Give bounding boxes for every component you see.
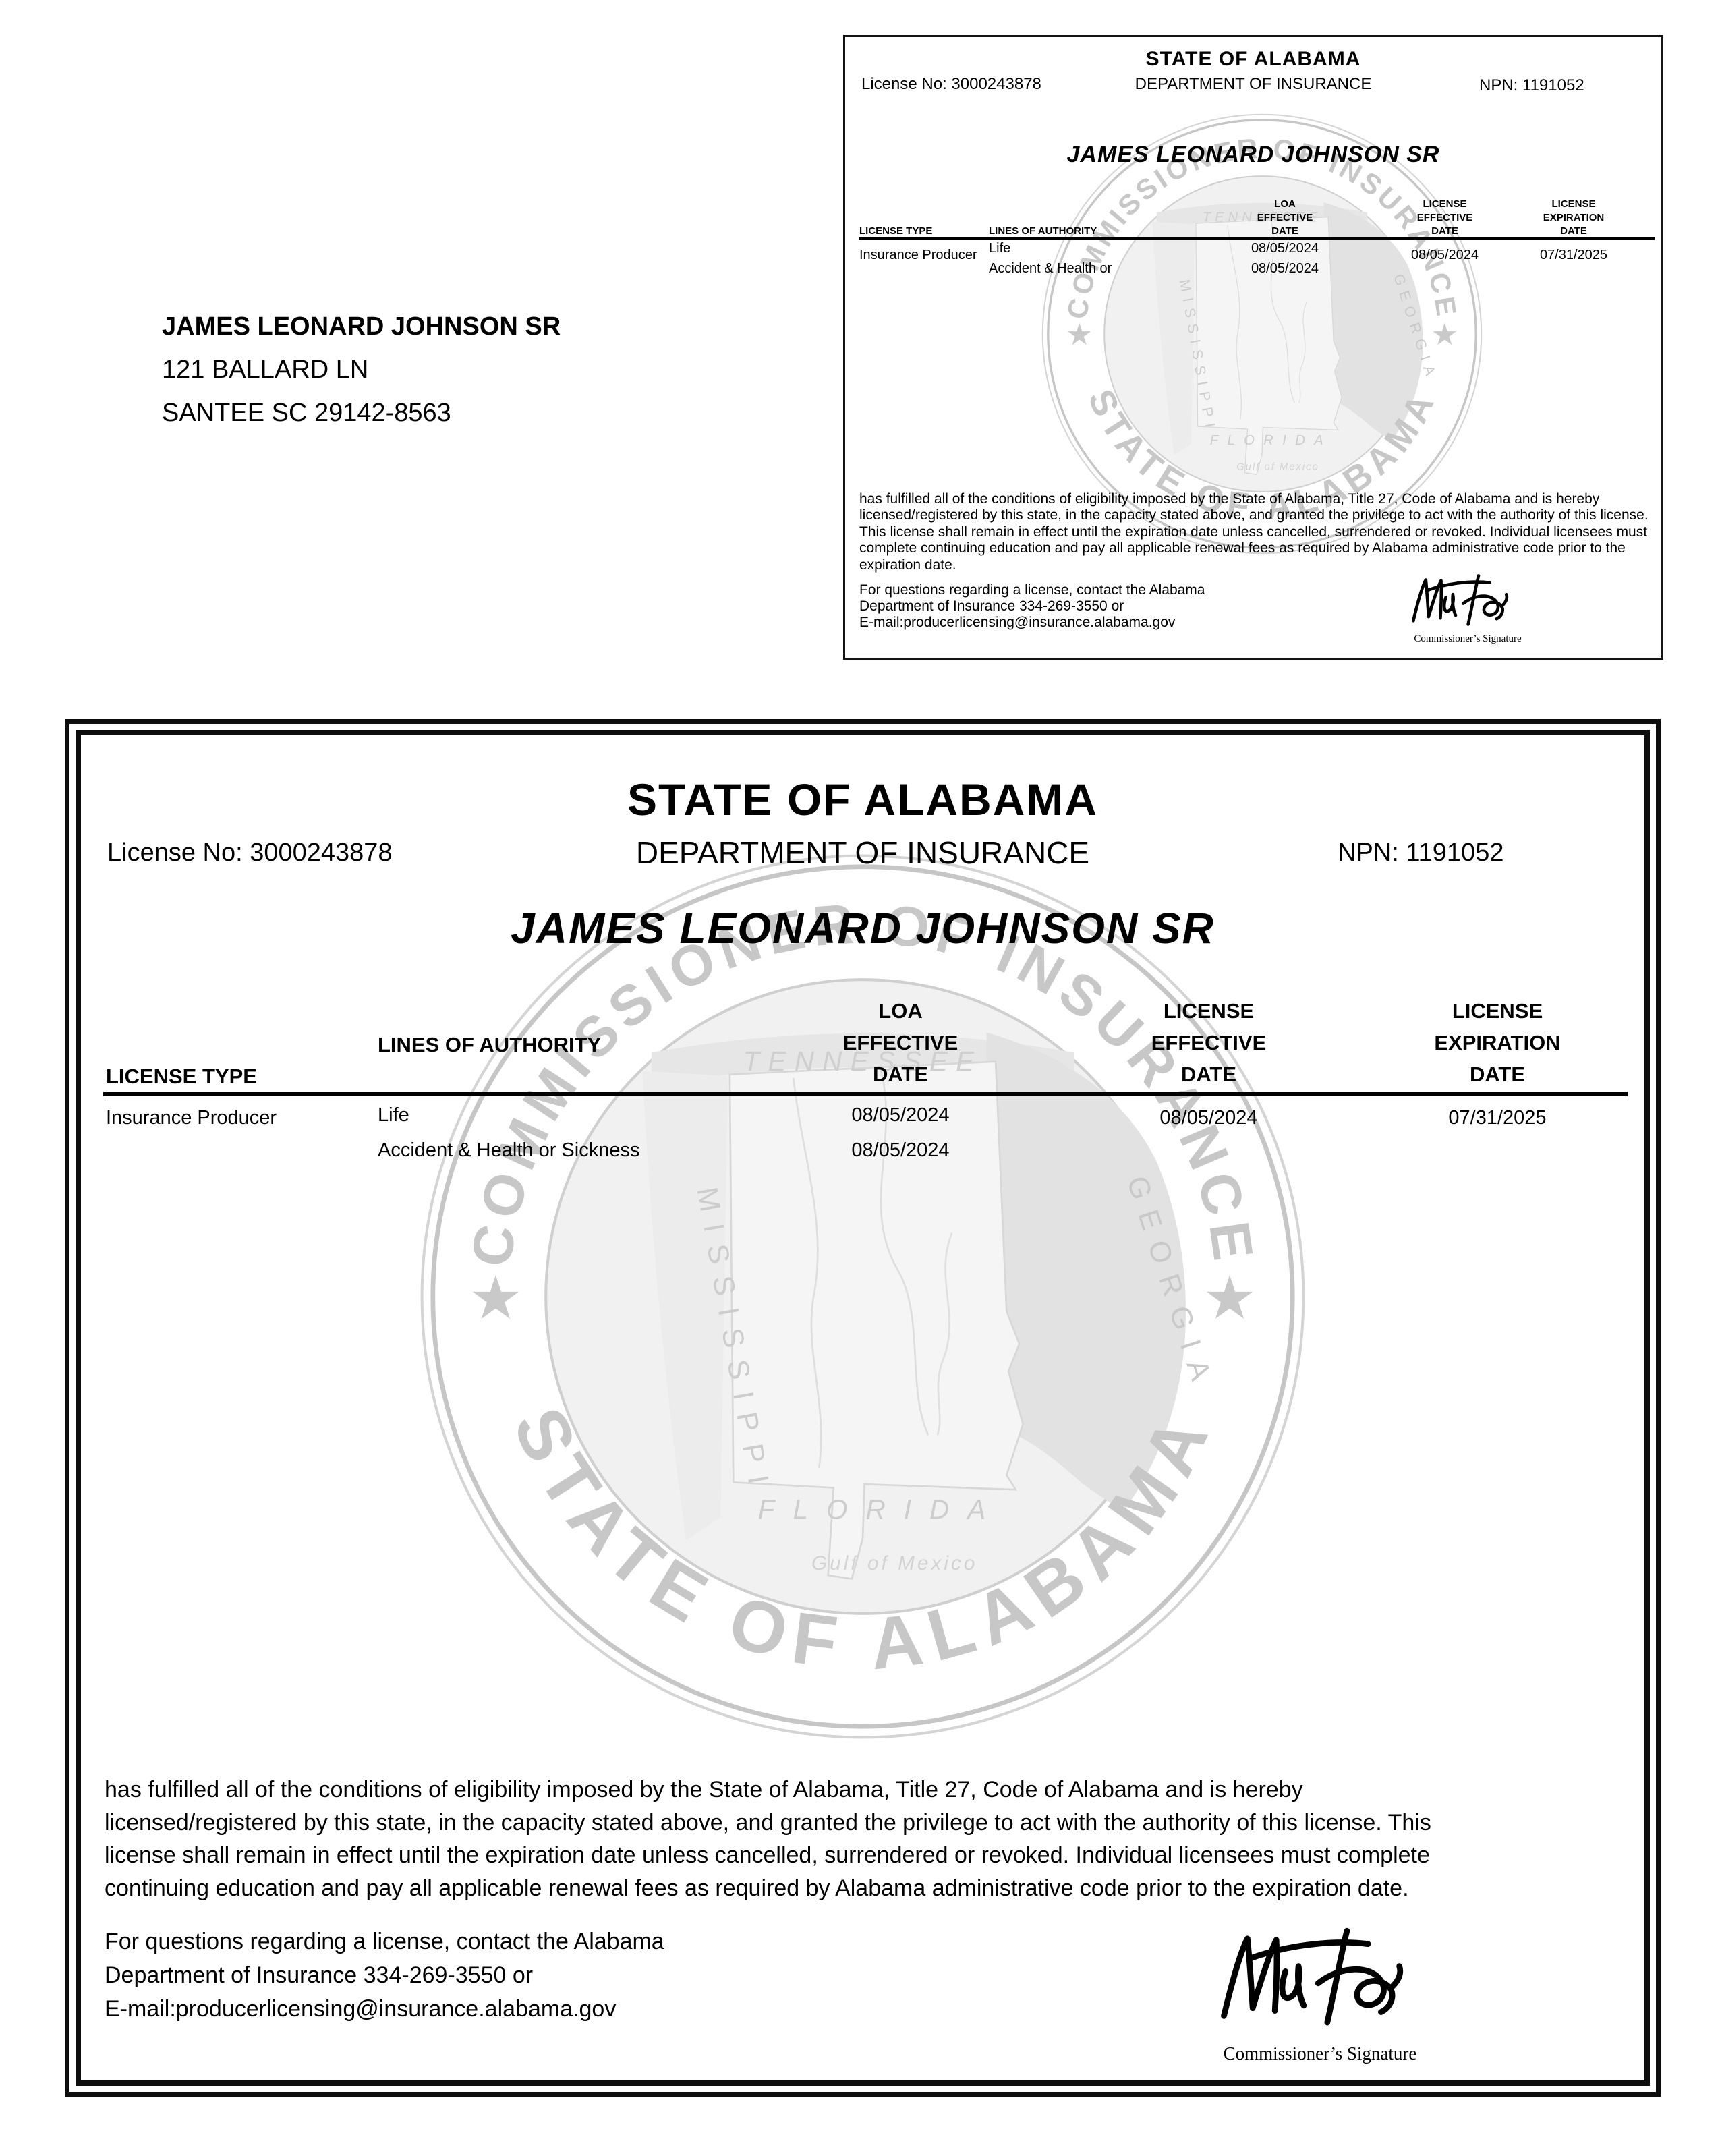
contact-line: For questions regarding a license, contact the Alabama — [105, 1929, 664, 1954]
header-line: DATE — [1271, 225, 1298, 237]
certificate-npn: NPN: 1191052 — [1338, 839, 1504, 867]
certificate-loa-date-2: 08/05/2024 — [851, 1139, 950, 1161]
certificate-col-license-type: LICENSE TYPE — [106, 1065, 257, 1088]
contact-line: Department of Insurance 334-269-3550 or — [859, 598, 1124, 614]
card-loa-date-1: 08/05/2024 — [1251, 241, 1319, 256]
card-license-number: License No: 3000243878 — [861, 75, 1041, 93]
header-line: LICENSE — [1551, 198, 1596, 210]
card-licensee-name: JAMES LEONARD JOHNSON SR — [1066, 142, 1440, 167]
card-license-expiration-value: 07/31/2025 — [1539, 248, 1608, 262]
certificate-licensee-name: JAMES LEONARD JOHNSON SR — [511, 904, 1215, 953]
header-line: DATE — [1180, 1062, 1237, 1086]
state-seal-watermark-icon — [407, 841, 1318, 1752]
mailing-address-city: SANTEE SC 29142-8563 — [162, 399, 451, 427]
paragraph-line: licensed/registered by this state, in the capacity stated above, and granted the privilege to act with the authority of this license. — [859, 507, 1649, 523]
card-signature-label: Commissioner’s Signature — [1414, 633, 1522, 644]
certificate-license-expiration-value: 07/31/2025 — [1448, 1107, 1547, 1129]
contact-line: For questions regarding a license, contact the Alabama — [859, 582, 1205, 598]
header-line: LOA — [1274, 198, 1296, 210]
certificate-license-number: License No: 3000243878 — [107, 839, 393, 867]
contact-line: Department of Insurance 334-269-3550 or — [105, 1962, 534, 1988]
header-line: EFFECTIVE — [1151, 1031, 1267, 1054]
header-line: LICENSE — [1163, 999, 1255, 1023]
header-line: DATE — [1431, 225, 1458, 237]
certificate-col-license-expiration-date — [1363, 995, 1632, 1090]
card-eligibility-paragraph — [859, 491, 1649, 573]
mailing-address-name: JAMES LEONARD JOHNSON SR — [162, 312, 561, 341]
paragraph-line: has fulfilled all of the conditions of eligibility imposed by the State of Alabama, Title 27, Code of Alabama and is hereby — [105, 1777, 1303, 1803]
certificate-authority-life: Life — [378, 1104, 409, 1126]
certificate-eligibility-paragraph — [105, 1774, 1431, 1904]
card-license-type-value: Insurance Producer — [859, 248, 977, 262]
header-line: LOA — [878, 999, 923, 1023]
mailing-address-street: 121 BALLARD LN — [162, 356, 369, 384]
card-contact-block — [859, 582, 1205, 631]
card-department: DEPARTMENT OF INSURANCE — [1135, 75, 1372, 93]
header-line: DATE — [1560, 225, 1587, 237]
mailing-address-block — [162, 305, 561, 434]
card-npn: NPN: 1191052 — [1479, 76, 1584, 94]
certificate-col-lines-of-authority: LINES OF AUTHORITY — [378, 1033, 602, 1056]
certificate-contact-block — [105, 1925, 664, 2026]
paragraph-line: has fulfilled all of the conditions of eligibility imposed by the State of Alabama, Title 27, Code of Alabama and is hereby — [859, 491, 1600, 507]
card-authority-life: Life — [989, 241, 1011, 256]
certificate-department: DEPARTMENT OF INSURANCE — [635, 835, 1090, 870]
contact-line: E-mail:producerlicensing@insurance.alabama.gov — [859, 615, 1176, 630]
card-col-lines-of-authority: LINES OF AUTHORITY — [989, 225, 1097, 237]
card-col-license-expiration-date — [1472, 198, 1675, 238]
certificate-authority-accident-health: Accident & Health or Sickness — [378, 1139, 640, 1161]
certificate-col-license-effective-date — [1074, 995, 1344, 1090]
card-license-effective-value: 08/05/2024 — [1410, 248, 1479, 262]
certificate-license-effective-value: 08/05/2024 — [1159, 1107, 1258, 1129]
header-line: LICENSE — [1423, 198, 1467, 210]
header-line: EFFECTIVE — [1257, 212, 1313, 223]
header-line: EXPIRATION — [1543, 212, 1605, 223]
paragraph-line: expiration date. — [859, 557, 956, 573]
paragraph-line: licensed/registered by this state, in the capacity stated above, and granted the privilege to act with the authority of this license. This — [105, 1809, 1431, 1836]
certificate-col-loa-effective-date — [766, 995, 1035, 1090]
certificate-loa-date-1: 08/05/2024 — [851, 1104, 950, 1126]
header-line: DATE — [872, 1062, 929, 1086]
header-line: EFFECTIVE — [842, 1031, 958, 1054]
paragraph-line: continuing education and pay all applicable renewal fees as required by Alabama administrative code prior to the expiration date. — [105, 1875, 1409, 1901]
card-state-title: STATE OF ALABAMA — [1145, 48, 1361, 70]
card-table-rule — [859, 237, 1655, 240]
card-authority-accident-health: Accident & Health or — [989, 261, 1112, 276]
license-certificate — [65, 719, 1661, 2097]
certificate-table-rule — [103, 1092, 1628, 1096]
header-line: EFFECTIVE — [1416, 212, 1473, 223]
card-col-license-type: LICENSE TYPE — [859, 225, 933, 237]
paragraph-line: license shall remain in effect until the expiration date unless cancelled, surrendered or revoked. Individual licensees must complete — [105, 1842, 1430, 1869]
header-line: EXPIRATION — [1434, 1031, 1561, 1054]
contact-line: E-mail:producerlicensing@insurance.alabama.gov — [105, 1996, 617, 2022]
paragraph-line: complete continuing education and pay all applicable renewal fees as required by Alabama administrative code prior to the — [859, 540, 1626, 557]
paragraph-line: This license shall remain in effect until the expiration date unless cancelled, surrendered or revoked. Individual licensees must — [859, 523, 1648, 540]
commissioner-signature-scribble — [1212, 1922, 1435, 2038]
commissioner-signature-scribble — [1407, 571, 1525, 633]
certificate-license-type-value: Insurance Producer — [106, 1107, 277, 1129]
license-wallet-card — [843, 35, 1663, 660]
header-line: LICENSE — [1452, 999, 1543, 1023]
header-line: DATE — [1469, 1062, 1526, 1086]
card-loa-date-2: 08/05/2024 — [1251, 261, 1319, 276]
certificate-signature-label: Commissioner’s Signature — [1223, 2043, 1417, 2064]
certificate-state-title: STATE OF ALABAMA — [627, 774, 1099, 824]
